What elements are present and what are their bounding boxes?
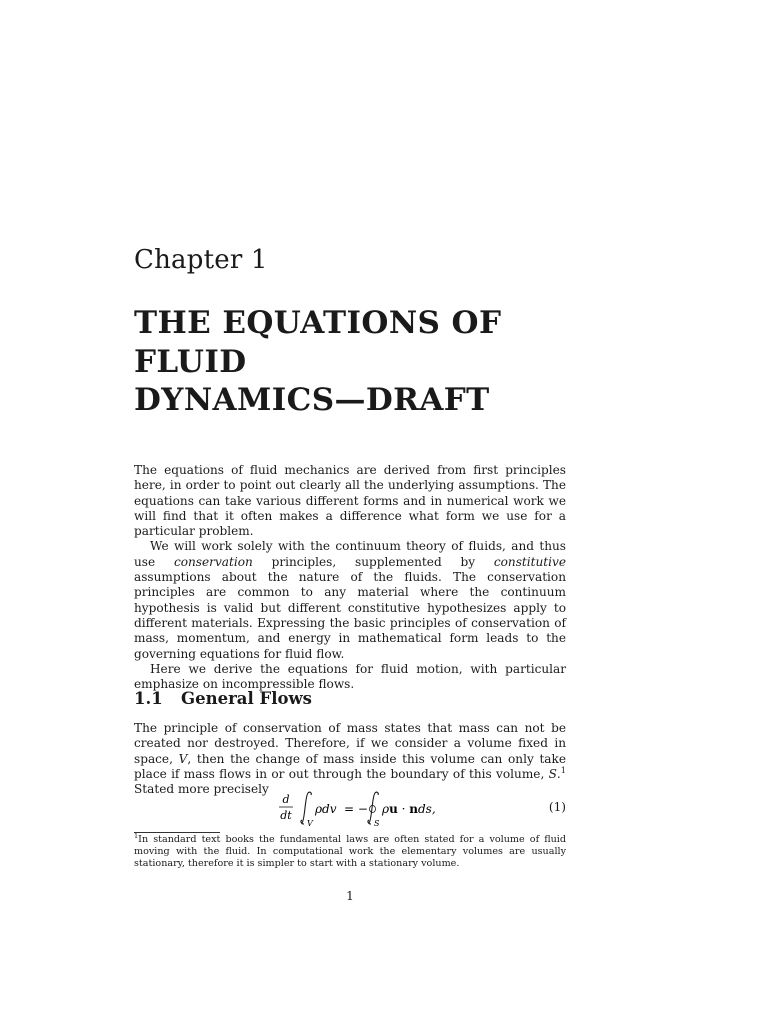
chapter-title-line-1: THE EQUATIONS OF	[134, 305, 502, 341]
intro-paragraph-2	[134, 539, 566, 661]
chapter-title-line-3: DYNAMICS—DRAFT	[134, 382, 490, 418]
section-p1-text-b: , then the change of mass inside this volume can only take place if mass flows in or out through the boundary of this volume,	[134, 751, 566, 781]
term-constitutive: constitutive	[493, 554, 567, 569]
intro-p2-text-b: principles, supplemented by	[252, 554, 494, 569]
equation-d-numerator: d	[282, 793, 290, 806]
footnote-mark: 1	[134, 831, 139, 840]
chapter-label: Chapter 1	[134, 245, 268, 275]
footnote-marker[interactable]: 1	[560, 764, 566, 775]
symbol-rho: ρ	[382, 802, 390, 816]
section-paragraph-1	[134, 721, 566, 797]
section-heading	[134, 688, 312, 710]
section-p1-text-c: .	[556, 766, 561, 781]
section-number: 1.1	[134, 689, 163, 708]
intro-p2-text-a: We will work solely with the continuum theory of fluids, and thus use	[134, 539, 566, 569]
chapter-title-line-2: FLUID	[134, 343, 247, 380]
symbol-u-vector: u	[389, 802, 398, 816]
dot-operator: ·	[397, 802, 410, 816]
equation-rhs-integrand	[381, 802, 436, 816]
symbol-ds: ds,	[417, 802, 436, 816]
equation-lhs-integrand: ρdv	[315, 802, 337, 816]
equation-mass-conservation	[134, 790, 566, 830]
section-title: General Flows	[181, 689, 312, 708]
equation-graphic	[134, 790, 566, 830]
section-p1-text-d: Stated more precisely	[134, 782, 269, 797]
section-p1-text-a: The principle of conservation of mass states that mass can not be created nor destroyed. Therefore, if we consider a volume fixed in space,	[134, 721, 566, 766]
intro-p2-text-c: assumptions about the nature of the fluids. The conservation principles are common to any material where the continuum hypothesis is valid but different constitutive hypothesizes apply to different materials. Expressing the basic principles of conservation of mass, momentum, and energy in mathematical form leads to the governing equations for fluid flow.	[134, 570, 566, 661]
equation-number: (1)	[548, 800, 566, 814]
term-conservation: conservation	[173, 554, 253, 569]
chapter-title	[134, 304, 654, 420]
intro-paragraph-3: Here we derive the equations for fluid motion, with particular emphasize on incompressible flows.	[134, 661, 566, 692]
footnote-divider	[134, 832, 220, 833]
symbol-n-vector: n	[409, 802, 418, 816]
equation-dt-denominator: dt	[280, 809, 292, 822]
footnote	[134, 831, 566, 870]
integral-subscript-V: V	[307, 819, 313, 828]
integral-subscript-S: S	[374, 819, 380, 828]
intro-paragraph-1: The equations of fluid mechanics are derived from first principles here, in order to point out clearly all the underlying assumptions. The equations can take various different forms and in numerical work we will find that it often makes a difference what form we use for a particular problem.	[134, 463, 566, 539]
symbol-V: V	[178, 751, 188, 766]
footnote-text: In standard text books the fundamental laws are often stated for a volume of fluid moving with the fluid. In computational work the elementary volumes are usually stationary, therefore it is simpler to start with a stationary volume.	[134, 834, 566, 869]
equation-equals-minus: = −	[344, 802, 368, 816]
section-paragraph	[134, 721, 566, 797]
page-number: 1	[346, 889, 354, 903]
symbol-S: S	[548, 766, 557, 781]
chapter-introduction	[134, 463, 566, 692]
